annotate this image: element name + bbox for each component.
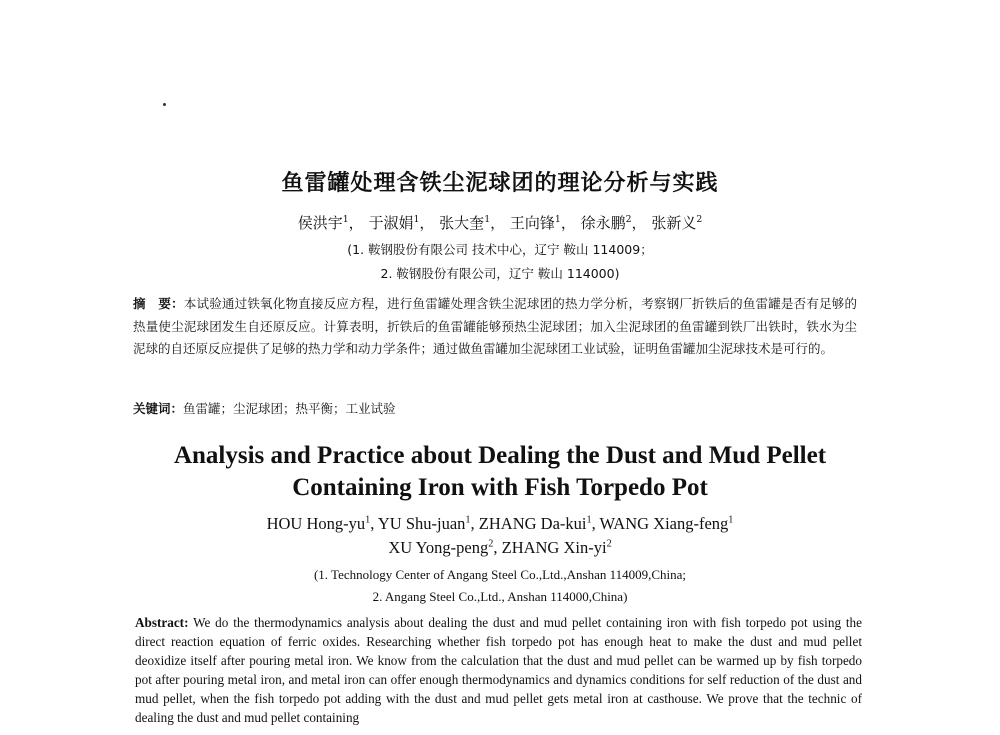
- chinese-affiliation-1: (1. 鞍钢股份有限公司 技术中心，辽宁 鞍山 114009；: [347, 242, 653, 257]
- chinese-abstract-text: 本试验通过铁氧化物直接反应方程，进行鱼雷罐处理含铁尘泥球团的热力学分析，考察钢厂折铁后的鱼雷罐是否有足够的热量使尘泥球团发生自还原反应。计算表明，折铁后的鱼雷罐能够预热尘泥球团；加入尘泥球团的鱼雷罐到铁厂出铁时，铁水为尘泥球的自还原反应提供了足够的热力学和动力学条件；通过做鱼雷罐加尘泥球团工业试验，证明鱼雷罐加尘泥球技术是可行的。: [133, 296, 857, 356]
- english-title-line-2: Containing Iron with Fish Torpedo Pot: [292, 474, 708, 501]
- chinese-keywords: [133, 399, 857, 417]
- author-name: 张新义: [651, 214, 697, 232]
- english-abstract-text: We do the thermodynamics analysis about dealing the dust and mud pellet containing iron with fish torpedo pot using the direct reaction equation of ferric oxides. Researching whether fish torpedo pot has enough heat to make the dust and mud pellet deoxidize itself after pouring metal iron. We know from the calculation that the dust and mud pellet can be warmed up by fish torpedo pot after pouring metal iron, and metal iron can offer enough thermodynamics and dynamics conditions for self reduction of the dust and mud pellet, when the fish torpedo pot adding with the dust and mud pellet gets metal iron at casthouse. We prove that the technic of dealing the dust and mud pellet containing: [135, 615, 862, 725]
- author-name: 侯洪宇: [297, 214, 343, 232]
- author-name: 徐永鹏: [580, 214, 626, 232]
- author-affiliation-mark: 1: [465, 514, 471, 526]
- author-affiliation-mark: 1: [413, 214, 420, 225]
- author-affiliation-mark: 1: [554, 214, 561, 225]
- author-affiliation-mark: 2: [488, 538, 494, 550]
- english-affiliation-2: 2. Angang Steel Co.,Ltd., Anshan 114000,China): [372, 589, 628, 604]
- chinese-abstract: [133, 293, 857, 361]
- english-authors-line-2: XU Yong-peng$^2$, ZHANG Xin-$yi^2$: [388, 538, 612, 557]
- author-affiliation-mark: 1: [728, 514, 734, 526]
- author-affiliation-mark: 2: [696, 214, 703, 225]
- author-affiliation-mark: 2: [606, 538, 612, 550]
- author-affiliation-mark: 1: [586, 514, 592, 526]
- english-authors: [0, 512, 1000, 560]
- chinese-title: 鱼雷罐处理含铁尘泥球团的理论分析与实践: [281, 171, 719, 196]
- english-title-line-1: Analysis and Practice about Dealing the Dust and Mud Pellet: [173, 442, 827, 469]
- english-title: [0, 440, 1000, 504]
- chinese-keywords-label: 关键词：: [133, 401, 184, 416]
- english-authors-line-1: HOU Hong-$yu^1$, YU Shu-juan$^1$, ZHANG Da-kui$^1$, WANG Xiang-feng$^1$: [266, 514, 734, 533]
- author-name: 于淑娟: [368, 214, 414, 232]
- author-name: ZHANG Da-kui: [478, 514, 587, 533]
- chinese-abstract-label: 摘 要：: [133, 296, 184, 311]
- scan-speck: [163, 103, 166, 106]
- author-name: WANG Xiang-feng: [599, 514, 729, 533]
- english-abstract-label: Abstract:: [135, 615, 189, 630]
- author-affiliation-mark: 2: [625, 214, 632, 225]
- author-name: YU Shu-juan: [377, 514, 466, 533]
- author-affiliation-mark: 1: [342, 214, 349, 225]
- chinese-authors: 侯洪宇$^1$， 于淑娟$^1$， 张大奎$^1$， 王向锋$^1$， 徐永鹏$^2$， 张新义$^2$: [297, 214, 703, 232]
- author-name: ZHANG Xin-yi: [501, 538, 607, 557]
- author-affiliation-mark: 1: [484, 214, 491, 225]
- english-affiliation-1: (1. Technology Center of Angang Steel Co.,Ltd.,Anshan 114009,China;: [313, 567, 687, 582]
- author-name: 王向锋: [509, 214, 555, 232]
- chinese-affiliation-2: 2. 鞍钢股份有限公司，辽宁 鞍山 114000): [380, 266, 620, 281]
- chinese-keywords-text: 鱼雷罐；尘泥球团；热平衡；工业试验: [183, 401, 396, 416]
- author-affiliation-mark: 1: [365, 514, 371, 526]
- author-name: XU Yong-peng: [388, 538, 489, 557]
- author-name: 张大奎: [439, 214, 485, 232]
- english-abstract: [135, 613, 862, 727]
- author-name: HOU Hong-yu: [266, 514, 366, 533]
